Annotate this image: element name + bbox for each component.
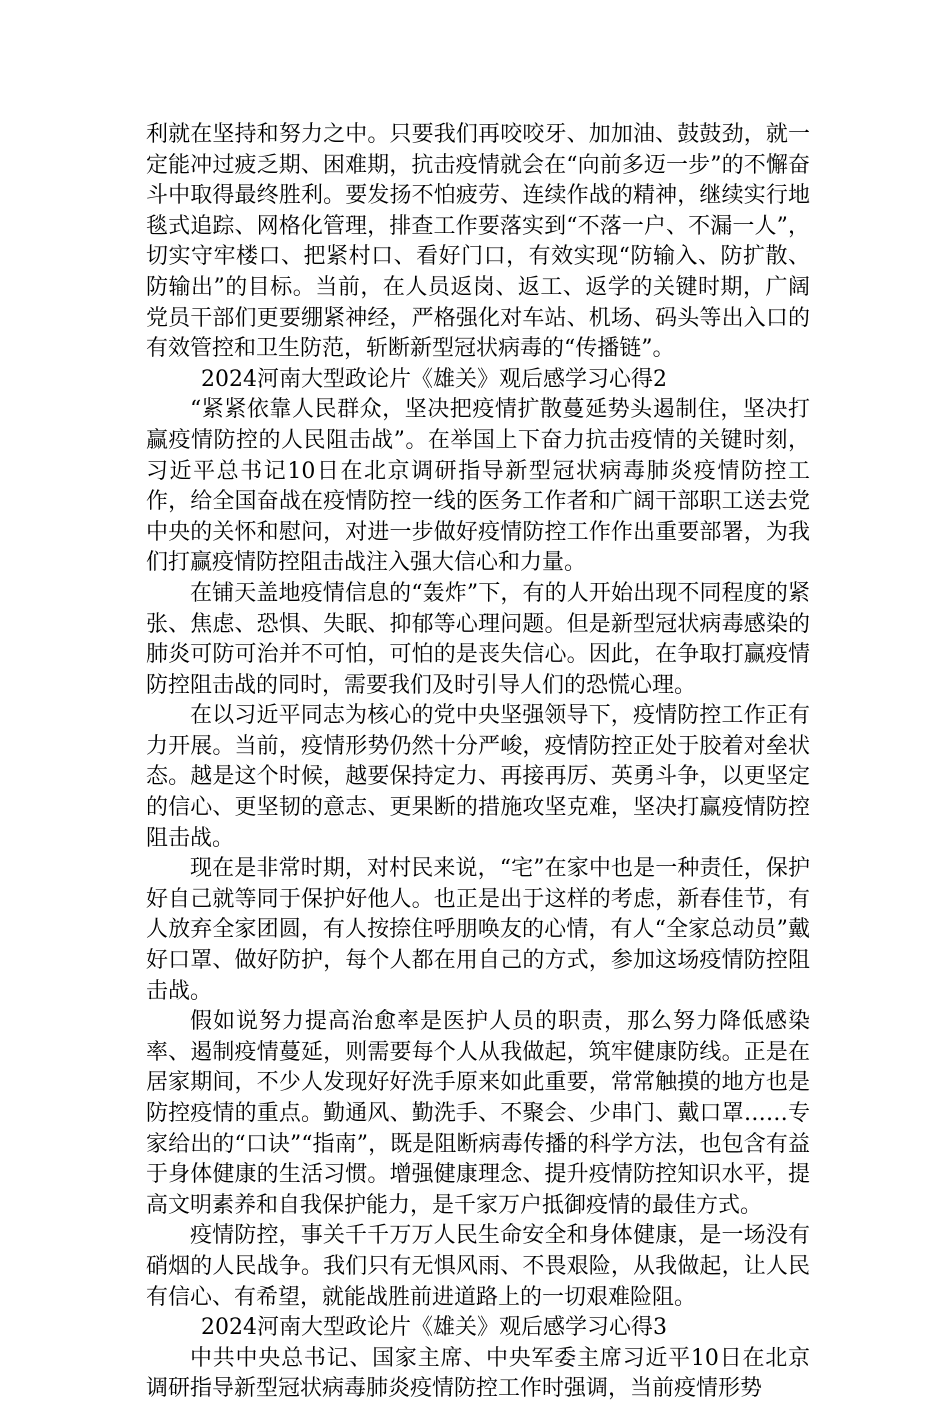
paragraph: 假如说努力提高治愈率是医护人员的职责，那么努力降低感染率、遏制疫情蔓延，则需要每个人从我做起，筑牢健康防线。正是在居家期间，不少人发现好好洗手原来如此重要，常常触摸的地方也是防控疫情的重点。勤通风、勤洗手、不聚会、少串门、戴口罩……专家给出的“口诀”“指南”，既是阻断病毒传播的科学方法，也包含有益于身体健康的生活习惯。增强健康理念、提升疫情防控知识水平，提高文明素养和自我保护能力，是千家万户抵御疫情的最佳方式。 (146, 1009, 810, 1218)
paragraph: 在以习近平同志为核心的党中央坚强领导下，疫情防控工作正有力开展。当前，疫情形势仍然十分严峻，疫情防控正处于胶着对垒状态。越是这个时候，越要保持定力、再接再厉、英勇斗争，以更坚定的信心、更坚韧的意志、更果断的措施攻坚克难，坚决打赢疫情防控阻击战。 (146, 703, 810, 851)
document-body (146, 120, 810, 1405)
paragraph: “紧紧依靠人民群众，坚决把疫情扩散蔓延势头遏制住，坚决打赢疫情防控的人民阻击战”。在举国上下奋力抗击疫情的关键时刻，习近平总书记10日在北京调研指导新型冠状病毒肺炎疫情防控工作，给全国奋战在疫情防控一线的医务工作者和广阔干部职工送去党中央的关怀和慰问，对进一步做好疫情防控工作作出重要部署，为我们打赢疫情防控阻击战注入强大信心和力量。 (146, 397, 810, 576)
paragraph-continued: 利就在坚持和努力之中。只要我们再咬咬牙、加加油、鼓鼓劲，就一定能冲过疲乏期、困难期，抗击疫情就会在“向前多迈一步”的不懈奋斗中取得最终胜利。要发扬不怕疲劳、连续作战的精神，继续实行地毯式追踪、网格化管理，排查工作要落实到“不落一户、不漏一人”，切实守牢楼口、把紧村口、看好门口，有效实现“防输入、防扩散、防输出”的目标。当前，在人员返岗、返工、返学的关键时期，广阔党员干部们更要绷紧神经，严格强化对车站、机场、码头等出入口的有效管控和卫生防范，斩断新型冠状病毒的“传播链”。 (146, 122, 810, 362)
paragraph: 中共中央总书记、国家主席、中央军委主席习近平10日在北京调研指导新型冠状病毒肺炎疫情防控工作时强调，当前疫情形势 (146, 1345, 810, 1402)
paragraph: 现在是非常时期，对村民来说，“宅”在家中也是一种责任，保护好自己就等同于保护好他人。也正是出于这样的考虑，新春佳节，有人放弃全家团圆，有人按捺住呼朋唤友的心情，有人“全家总动员”戴好口罩、做好防护，每个人都在用自己的方式，参加这场疫情防控阻击战。 (146, 856, 810, 1004)
section-heading-2: 2024河南大型政论片《雄关》观后感学习心得2 (201, 366, 667, 392)
paragraph: 在铺天盖地疫情信息的“轰炸”下，有的人开始出现不同程度的紧张、焦虑、恐惧、失眠、抑郁等心理问题。但是新型冠状病毒感染的肺炎可防可治并不可怕，可怕的是丧失信心。因此，在争取打赢疫情防控阻击战的同时，需要我们及时引导人们的恐慌心理。 (146, 580, 810, 698)
section-heading-3: 2024河南大型政论片《雄关》观后感学习心得3 (201, 1315, 667, 1341)
paragraph: 疫情防控，事关千千万万人民生命安全和身体健康，是一场没有硝烟的人民战争。我们只有无惧风雨、不畏艰险，从我做起，让人民有信心、有希望，就能战胜前进道路上的一切艰难险阻。 (146, 1223, 810, 1310)
